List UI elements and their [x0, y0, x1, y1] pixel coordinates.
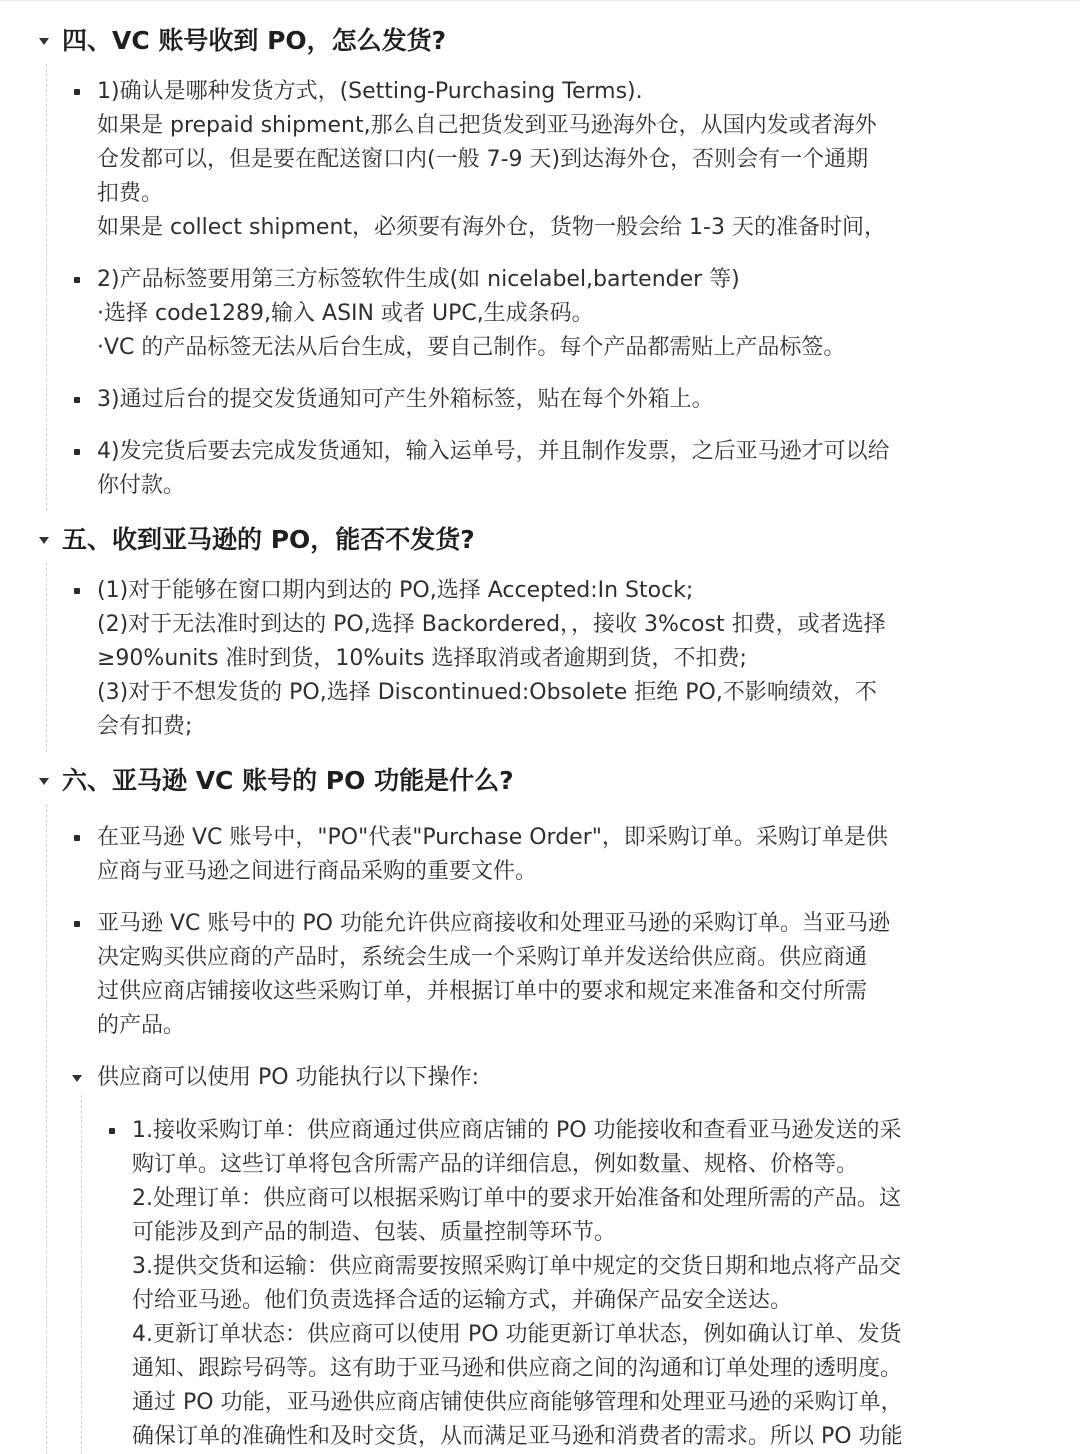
text-line: 可能涉及到产品的制造、包装、质量控制等环节。	[132, 1220, 617, 1245]
section-title: 四、VC 账号收到 PO，怎么发货?	[62, 26, 447, 55]
text-line: 应商与亚马逊之间进行商品采购的重要文件。	[97, 859, 538, 884]
text-line: 3.提供交货和运输：供应商需要按照采购订单中规定的交货日期和地点将产品交	[132, 1254, 901, 1279]
list-item	[47, 821, 1080, 889]
text-line: 会有扣费;	[97, 714, 193, 739]
section-heading	[0, 517, 1080, 563]
section-children	[46, 64, 1080, 511]
section-heading	[0, 758, 1080, 804]
subsection-title: 供应商可以使用 PO 功能执行以下操作:	[97, 1065, 479, 1090]
bullet-icon	[74, 89, 80, 95]
bullet-icon	[109, 1128, 115, 1134]
text-line: (1)对于能够在窗口期内到达的 PO,选择 Accepted:In Stock;	[97, 578, 694, 603]
text-line: 过供应商店铺接收这些采购订单，并根据订单中的要求和规定来准备和交付所需	[97, 979, 868, 1004]
text-line: 购订单。这些订单将包含所需产品的详细信息，例如数量、规格、价格等。	[132, 1152, 859, 1177]
list-item	[47, 383, 1080, 417]
text-line: 通知、跟踪号码等。这有助于亚马逊和供应商之间的沟通和订单处理的透明度。	[132, 1356, 903, 1381]
text-line: 4.更新订单状态：供应商可以使用 PO 功能更新订单状态，例如确认订单、发货	[132, 1322, 902, 1347]
text-line: 付给亚马逊。他们负责选择合适的运输方式，并确保产品安全送达。	[132, 1288, 793, 1313]
text-line: 1)确认是哪种发货方式，(Setting-Purchasing Terms).	[97, 79, 643, 104]
list-item	[47, 574, 1080, 744]
text-line: ·选择 code1289,输入 ASIN 或者 UPC,生成条码。	[97, 301, 594, 326]
list-item	[47, 75, 1080, 245]
subsection-children	[81, 1095, 1080, 1454]
collapse-caret-icon[interactable]	[37, 758, 51, 804]
text-line: 你付款。	[97, 473, 186, 498]
text-line: ·VC 的产品标签无法从后台生成，要自己制作。每个产品都需贴上产品标签。	[97, 335, 846, 360]
text-line: 通过 PO 功能，亚马逊供应商店铺使供应商能够管理和处理亚马逊的采购订单，	[132, 1390, 903, 1415]
text-line: 扣费。	[97, 181, 164, 206]
text-line: 确保订单的准确性和及时交货，从而满足亚马逊和消费者的需求。所以 PO 功能	[132, 1424, 903, 1449]
bullet-icon	[74, 397, 80, 403]
text-line: 2)产品标签要用第三方标签软件生成(如 nicelabel,bartender 等)	[97, 267, 740, 292]
text-line: (3)对于不想发货的 PO,选择 Discontinued:Obsolete 拒绝 PO,不影响绩效，不	[97, 680, 877, 705]
section-title: 五、收到亚马逊的 PO，能否不发货?	[62, 525, 475, 554]
section-5	[0, 517, 1080, 752]
top-divider	[0, 0, 1080, 1]
section-heading	[0, 18, 1080, 64]
text-line: ≥90%units 准时到货，10%uits 选择取消或者逾期到货，不扣费;	[97, 646, 747, 671]
text-line: 决定购买供应商的产品时，系统会生成一个采购订单并发送给供应商。供应商通	[97, 945, 868, 970]
bullet-icon	[74, 921, 80, 927]
text-line: 3)通过后台的提交发货通知可产生外箱标签，贴在每个外箱上。	[97, 387, 714, 412]
section-children	[46, 804, 1080, 1454]
bullet-icon	[74, 835, 80, 841]
text-line: 的产品。	[97, 1013, 186, 1038]
list-item	[47, 263, 1080, 365]
text-line: (2)对于无法准时到达的 PO,选择 Backordered，，接收 3%cost 扣费，或者选择	[97, 612, 886, 637]
list-item	[47, 435, 1080, 503]
bullet-icon	[74, 588, 80, 594]
text-line: 如果是 collect shipment，必须要有海外仓，货物一般会给 1-3 天的准备时间，	[97, 215, 886, 240]
text-line: 亚马逊 VC 账号中的 PO 功能允许供应商接收和处理亚马逊的采购订单。当亚马逊	[97, 911, 890, 936]
text-line: 1.接收采购订单：供应商通过供应商店铺的 PO 功能接收和查看亚马逊发送的采	[132, 1118, 902, 1143]
section-4	[0, 18, 1080, 511]
text-line: 仓发都可以，但是要在配送窗口内(一般 7-9 天)到达海外仓，否则会有一个通期	[97, 147, 869, 172]
collapse-caret-icon[interactable]	[71, 1061, 83, 1095]
section-6	[0, 758, 1080, 1454]
collapse-caret-icon[interactable]	[37, 18, 51, 64]
list-item	[82, 1114, 1080, 1454]
text-line: 如果是 prepaid shipment,那么自己把货发到亚马逊海外仓，从国内发或者海外	[97, 113, 877, 138]
subsection-heading	[47, 1061, 1080, 1095]
bullet-icon	[74, 449, 80, 455]
text-line: 在亚马逊 VC 账号中，"PO"代表"Purchase Order"，即采购订单。采购订单是供	[97, 825, 888, 850]
bullet-icon	[74, 277, 80, 283]
list-item	[47, 907, 1080, 1043]
section-children	[46, 563, 1080, 752]
text-line: 2.处理订单：供应商可以根据采购订单中的要求开始准备和处理所需的产品。这	[132, 1186, 901, 1211]
text-line: 4)发完货后要去完成发货通知，输入运单号，并且制作发票，之后亚马逊才可以给	[97, 439, 890, 464]
collapse-caret-icon[interactable]	[37, 517, 51, 563]
section-title: 六、亚马逊 VC 账号的 PO 功能是什么?	[62, 766, 514, 795]
